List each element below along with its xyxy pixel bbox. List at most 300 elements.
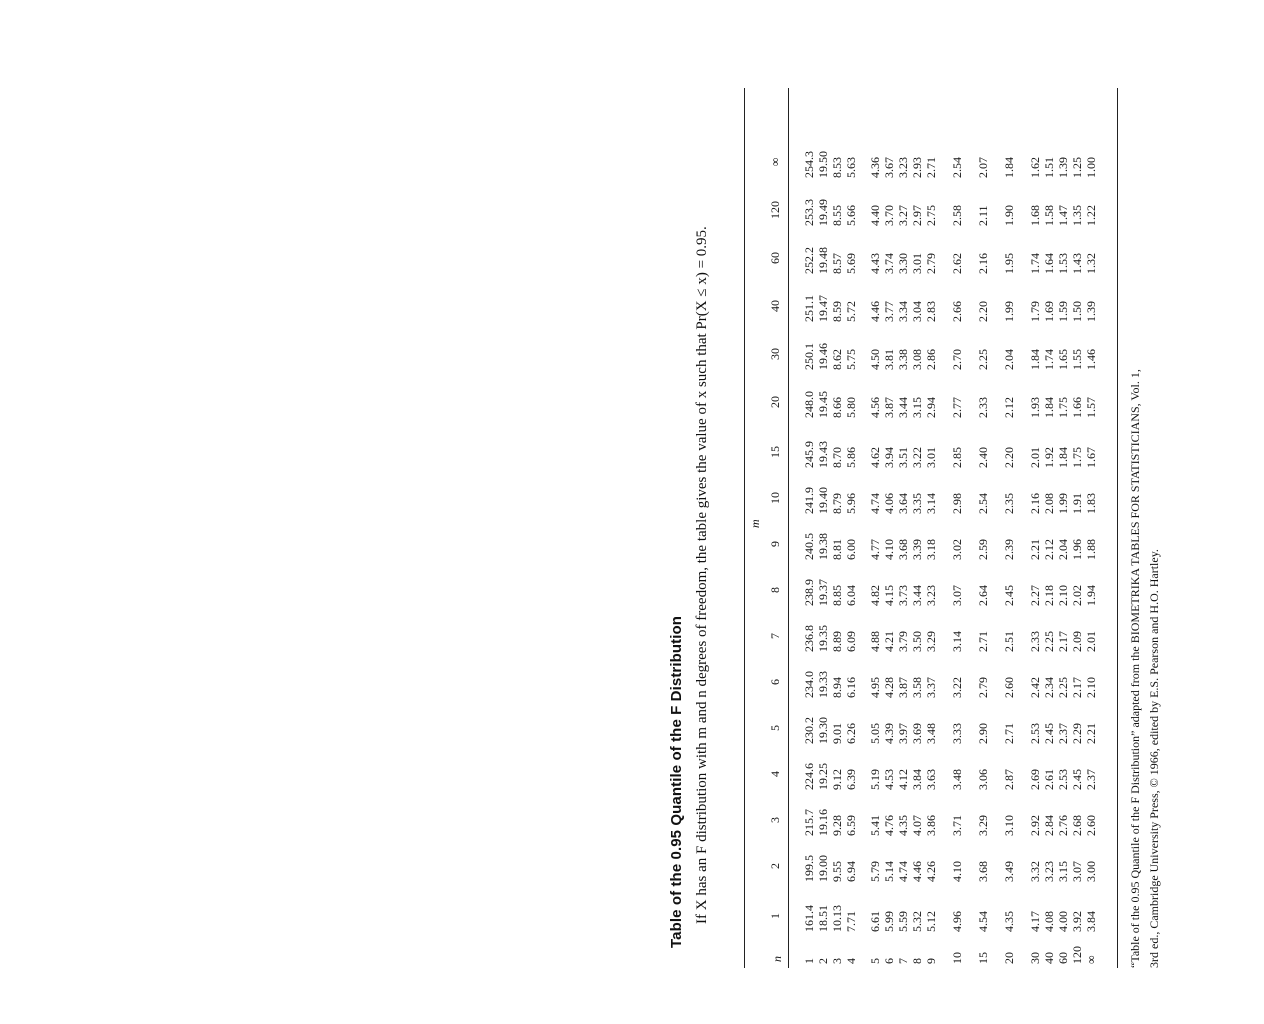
table-cell: 2.01 xyxy=(1084,631,1098,652)
table-cell: 5.79 xyxy=(868,861,882,882)
table-cell: 3.04 xyxy=(910,301,924,322)
table-cell: 3.07 xyxy=(1070,861,1084,882)
table-cell: 2.60 xyxy=(1002,677,1016,698)
table-cell: 2.17 xyxy=(1056,631,1070,652)
table-cell: 1.39 xyxy=(1084,301,1098,322)
table-cell: 3.79 xyxy=(896,631,910,652)
table-cell: 2.59 xyxy=(976,539,990,560)
table-cell: 8.55 xyxy=(830,205,844,226)
column-header-m: 10 xyxy=(768,492,782,504)
table-cell: 1.65 xyxy=(1056,349,1070,370)
row-label-n: 3 xyxy=(830,958,844,964)
table-cell: 4.43 xyxy=(868,253,882,274)
table-cell: 2.25 xyxy=(1042,631,1056,652)
table-cell: 4.28 xyxy=(882,677,896,698)
table-cell: 1.99 xyxy=(1056,493,1070,514)
row-label-n: 30 xyxy=(1028,952,1042,964)
table-cell: 2.97 xyxy=(910,205,924,226)
table-cell: 3.63 xyxy=(924,769,938,790)
table-cell: 4.46 xyxy=(868,301,882,322)
table-cell: 4.35 xyxy=(1002,911,1016,932)
table-cell: 4.15 xyxy=(882,585,896,606)
table-cell: 18.51 xyxy=(816,905,830,932)
table-cell: 2.07 xyxy=(976,157,990,178)
table-cell: 3.33 xyxy=(950,723,964,744)
table-cell: 1.00 xyxy=(1084,157,1098,178)
table-cell: 1.32 xyxy=(1084,253,1098,274)
table-cell: 4.21 xyxy=(882,631,896,652)
table-cell: 2.09 xyxy=(1070,631,1084,652)
table-cell: 1.83 xyxy=(1084,493,1098,514)
table-cell: 2.20 xyxy=(976,301,990,322)
table-cell: 19.50 xyxy=(816,151,830,178)
table-cell: 6.39 xyxy=(844,769,858,790)
table-cell: 2.87 xyxy=(1002,769,1016,790)
column-header-m: 5 xyxy=(768,725,782,731)
table-cell: 4.88 xyxy=(868,631,882,652)
table-cell: 1.50 xyxy=(1070,301,1084,322)
table-cell: 4.12 xyxy=(896,769,910,790)
table-cell: 2.71 xyxy=(924,157,938,178)
table-cell: 2.34 xyxy=(1042,677,1056,698)
table-cell: 3.48 xyxy=(950,769,964,790)
table-cell: 19.16 xyxy=(816,809,830,836)
table-cell: 8.53 xyxy=(830,157,844,178)
table-cell: 1.46 xyxy=(1084,349,1098,370)
rotated-table-page xyxy=(664,48,1264,968)
table-cell: 2.33 xyxy=(1028,631,1042,652)
table-cell: 3.06 xyxy=(976,769,990,790)
row-label-n: 40 xyxy=(1042,952,1056,964)
row-label-n: ∞ xyxy=(1084,955,1098,964)
table-cell: 2.45 xyxy=(1002,585,1016,606)
table-cell: 2.25 xyxy=(1056,677,1070,698)
table-cell: 4.00 xyxy=(1056,911,1070,932)
table-cell: 1.51 xyxy=(1042,157,1056,178)
table-cell: 1.75 xyxy=(1056,397,1070,418)
table-cell: 3.07 xyxy=(950,585,964,606)
table-cell: 3.22 xyxy=(950,677,964,698)
table-cell: 7.71 xyxy=(844,911,858,932)
table-cell: 2.61 xyxy=(1042,769,1056,790)
row-label-n: 5 xyxy=(868,958,882,964)
table-cell: 2.35 xyxy=(1002,493,1016,514)
table-cell: 2.12 xyxy=(1042,539,1056,560)
row-label-n: 10 xyxy=(950,952,964,964)
table-cell: 3.32 xyxy=(1028,861,1042,882)
table-cell: 2.33 xyxy=(976,397,990,418)
table-cell: 5.59 xyxy=(896,911,910,932)
table-cell: 1.94 xyxy=(1084,585,1098,606)
table-cell: 2.53 xyxy=(1028,723,1042,744)
m-axis-label: m xyxy=(748,519,762,528)
table-cell: 8.79 xyxy=(830,493,844,514)
table-cell: 5.19 xyxy=(868,769,882,790)
column-header-m: ∞ xyxy=(768,157,782,167)
table-cell: 9.55 xyxy=(830,861,844,882)
table-cell: 8.89 xyxy=(830,631,844,652)
table-cell: 1.84 xyxy=(1028,349,1042,370)
table-cell: 3.14 xyxy=(950,631,964,652)
table-cell: 19.45 xyxy=(816,391,830,418)
table-cell: 1.55 xyxy=(1070,349,1084,370)
table-cell: 4.10 xyxy=(882,539,896,560)
table-cell: 5.75 xyxy=(844,349,858,370)
table-cell: 4.54 xyxy=(976,911,990,932)
table-cell: 9.12 xyxy=(830,769,844,790)
table-cell: 8.94 xyxy=(830,677,844,698)
table-cell: 1.66 xyxy=(1070,397,1084,418)
table-cell: 6.26 xyxy=(844,723,858,744)
table-cell: 2.71 xyxy=(1002,723,1016,744)
column-header-m: 120 xyxy=(768,201,782,219)
table-cell: 3.70 xyxy=(882,205,896,226)
table-cell: 161.4 xyxy=(802,905,816,932)
table-cell: 2.71 xyxy=(976,631,990,652)
table-cell: 2.79 xyxy=(976,677,990,698)
table-cell: 6.61 xyxy=(868,911,882,932)
table-cell: 1.68 xyxy=(1028,205,1042,226)
table-cell: 19.33 xyxy=(816,671,830,698)
table-cell: 2.08 xyxy=(1042,493,1056,514)
table-cell: 2.51 xyxy=(1002,631,1016,652)
table-cell: 3.67 xyxy=(882,157,896,178)
table-cell: 224.6 xyxy=(802,763,816,790)
table-cell: 5.41 xyxy=(868,815,882,836)
column-header-m: 1 xyxy=(768,913,782,919)
table-cell: 3.50 xyxy=(910,631,924,652)
table-cell: 8.57 xyxy=(830,253,844,274)
table-cell: 5.72 xyxy=(844,301,858,322)
table-cell: 2.69 xyxy=(1028,769,1042,790)
table-cell: 4.77 xyxy=(868,539,882,560)
column-header-m: 15 xyxy=(768,446,782,458)
column-header-m: 6 xyxy=(768,679,782,685)
table-cell: 8.85 xyxy=(830,585,844,606)
table-cell: 19.25 xyxy=(816,763,830,790)
table-cell: 6.00 xyxy=(844,539,858,560)
table-footnote: “Table of the 0.95 Quantile of the F Distribution” adapted from the BIOMETRIKA TABLES FOR STATISTICIANS, Vol. 1, 3rd ed., Cambridge University Press, © 1966, edited by E.S. Pearson and H.O. Hartley. xyxy=(1128,369,1161,968)
column-header-m: 60 xyxy=(768,252,782,264)
table-cell: 2.04 xyxy=(1056,539,1070,560)
table-cell: 3.94 xyxy=(882,447,896,468)
table-cell: 8.62 xyxy=(830,349,844,370)
table-cell: 3.02 xyxy=(950,539,964,560)
table-cell: 1.88 xyxy=(1084,539,1098,560)
table-cell: 2.16 xyxy=(976,253,990,274)
table-cell: 3.84 xyxy=(910,769,924,790)
bottom-rule xyxy=(1117,88,1118,968)
table-cell: 1.84 xyxy=(1002,157,1016,178)
table-cell: 5.14 xyxy=(882,861,896,882)
table-cell: 2.11 xyxy=(976,205,990,226)
row-label-n: 9 xyxy=(924,958,938,964)
table-cell: 2.12 xyxy=(1002,397,1016,418)
table-cell: 4.39 xyxy=(882,723,896,744)
table-cell: 1.74 xyxy=(1028,253,1042,274)
table-cell: 2.93 xyxy=(910,157,924,178)
table-cell: 2.42 xyxy=(1028,677,1042,698)
table-cell: 3.74 xyxy=(882,253,896,274)
table-cell: 238.9 xyxy=(802,579,816,606)
table-cell: 2.39 xyxy=(1002,539,1016,560)
table-cell: 1.75 xyxy=(1070,447,1084,468)
table-cell: 5.63 xyxy=(844,157,858,178)
table-cell: 2.29 xyxy=(1070,723,1084,744)
table-cell: 5.69 xyxy=(844,253,858,274)
table-cell: 2.83 xyxy=(924,301,938,322)
table-cell: 1.35 xyxy=(1070,205,1084,226)
table-cell: 4.46 xyxy=(910,861,924,882)
table-cell: 5.05 xyxy=(868,723,882,744)
table-cell: 19.30 xyxy=(816,717,830,744)
table-cell: 19.37 xyxy=(816,579,830,606)
table-cell: 2.45 xyxy=(1042,723,1056,744)
table-cell: 19.49 xyxy=(816,199,830,226)
table-cell: 2.77 xyxy=(950,397,964,418)
table-cell: 5.32 xyxy=(910,911,924,932)
table-cell: 2.37 xyxy=(1084,769,1098,790)
column-header-m: 9 xyxy=(768,541,782,547)
table-cell: 2.92 xyxy=(1028,815,1042,836)
column-header-m: 7 xyxy=(768,633,782,639)
table-cell: 2.84 xyxy=(1042,815,1056,836)
table-cell: 1.58 xyxy=(1042,205,1056,226)
table-cell: 5.99 xyxy=(882,911,896,932)
table-title: Table of the 0.95 Quantile of the F Distribution xyxy=(668,615,685,948)
table-cell: 3.69 xyxy=(910,723,924,744)
table-cell: 3.87 xyxy=(882,397,896,418)
table-cell: 2.02 xyxy=(1070,585,1084,606)
table-cell: 3.73 xyxy=(896,585,910,606)
table-cell: 3.38 xyxy=(896,349,910,370)
table-cell: 3.44 xyxy=(896,397,910,418)
table-cell: 3.35 xyxy=(910,493,924,514)
table-cell: 8.81 xyxy=(830,539,844,560)
table-cell: 1.91 xyxy=(1070,493,1084,514)
table-cell: 8.70 xyxy=(830,447,844,468)
table-cell: 10.13 xyxy=(830,905,844,932)
table-cell: 1.74 xyxy=(1042,349,1056,370)
table-cell: 252.2 xyxy=(802,247,816,274)
table-cell: 5.80 xyxy=(844,397,858,418)
table-cell: 19.46 xyxy=(816,343,830,370)
table-cell: 4.82 xyxy=(868,585,882,606)
table-cell: 1.67 xyxy=(1084,447,1098,468)
row-label-n: 2 xyxy=(816,958,830,964)
table-cell: 4.07 xyxy=(910,815,924,836)
table-cell: 245.9 xyxy=(802,441,816,468)
table-cell: 3.39 xyxy=(910,539,924,560)
table-cell: 19.00 xyxy=(816,855,830,882)
table-cell: 4.95 xyxy=(868,677,882,698)
table-cell: 2.90 xyxy=(976,723,990,744)
table-cell: 1.59 xyxy=(1056,301,1070,322)
row-label-n: 1 xyxy=(802,958,816,964)
table-cell: 1.84 xyxy=(1042,397,1056,418)
table-cell: 4.36 xyxy=(868,157,882,178)
column-header-m: 30 xyxy=(768,348,782,360)
table-cell: 3.68 xyxy=(976,861,990,882)
table-cell: 234.0 xyxy=(802,671,816,698)
table-cell: 4.96 xyxy=(950,911,964,932)
column-header-m: 2 xyxy=(768,863,782,869)
table-cell: 3.27 xyxy=(896,205,910,226)
table-cell: 1.90 xyxy=(1002,205,1016,226)
table-cell: 2.45 xyxy=(1070,769,1084,790)
table-cell: 3.01 xyxy=(910,253,924,274)
table-cell: 3.58 xyxy=(910,677,924,698)
table-cell: 2.54 xyxy=(976,493,990,514)
table-subtitle: If X has an F distribution with m and n degrees of freedom, the table gives the value of x such that Pr(X ≤ x) = 0.95. xyxy=(694,226,710,924)
table-cell: 9.28 xyxy=(830,815,844,836)
table-cell: 3.92 xyxy=(1070,911,1084,932)
table-cell: 1.39 xyxy=(1056,157,1070,178)
table-cell: 4.53 xyxy=(882,769,896,790)
table-cell: 1.47 xyxy=(1056,205,1070,226)
table-cell: 3.81 xyxy=(882,349,896,370)
table-cell: 19.38 xyxy=(816,533,830,560)
table-cell: 19.47 xyxy=(816,295,830,322)
table-cell: 253.3 xyxy=(802,199,816,226)
table-cell: 240.5 xyxy=(802,533,816,560)
table-cell: 3.15 xyxy=(910,397,924,418)
table-cell: 199.5 xyxy=(802,855,816,882)
table-cell: 2.18 xyxy=(1042,585,1056,606)
table-cell: 1.79 xyxy=(1028,301,1042,322)
table-cell: 4.40 xyxy=(868,205,882,226)
table-cell: 19.43 xyxy=(816,441,830,468)
row-label-n: 120 xyxy=(1070,946,1084,964)
table-cell: 1.95 xyxy=(1002,253,1016,274)
table-cell: 2.21 xyxy=(1028,539,1042,560)
table-cell: 2.75 xyxy=(924,205,938,226)
table-cell: 3.64 xyxy=(896,493,910,514)
table-cell: 5.66 xyxy=(844,205,858,226)
table-cell: 8.59 xyxy=(830,301,844,322)
table-cell: 4.08 xyxy=(1042,911,1056,932)
table-cell: 3.08 xyxy=(910,349,924,370)
table-cell: 2.54 xyxy=(950,157,964,178)
n-axis-label: n xyxy=(770,956,784,962)
table-cell: 19.35 xyxy=(816,625,830,652)
table-cell: 4.26 xyxy=(924,861,938,882)
table-cell: 3.49 xyxy=(1002,861,1016,882)
table-cell: 4.62 xyxy=(868,447,882,468)
table-cell: 4.17 xyxy=(1028,911,1042,932)
table-cell: 2.98 xyxy=(950,493,964,514)
table-cell: 8.66 xyxy=(830,397,844,418)
table-cell: 5.12 xyxy=(924,911,938,932)
table-cell: 3.44 xyxy=(910,585,924,606)
table-cell: 3.34 xyxy=(896,301,910,322)
table-cell: 3.10 xyxy=(1002,815,1016,836)
table-cell: 6.16 xyxy=(844,677,858,698)
column-header-m: 40 xyxy=(768,300,782,312)
table-cell: 3.01 xyxy=(924,447,938,468)
table-cell: 3.30 xyxy=(896,253,910,274)
table-cell: 2.37 xyxy=(1056,723,1070,744)
table-cell: 2.79 xyxy=(924,253,938,274)
table-cell: 2.40 xyxy=(976,447,990,468)
table-cell: 4.76 xyxy=(882,815,896,836)
table-cell: 1.99 xyxy=(1002,301,1016,322)
table-cell: 6.09 xyxy=(844,631,858,652)
table-cell: 6.04 xyxy=(844,585,858,606)
table-cell: 3.29 xyxy=(924,631,938,652)
table-cell: 1.84 xyxy=(1056,447,1070,468)
table-cell: 1.53 xyxy=(1056,253,1070,274)
table-cell: 3.84 xyxy=(1084,911,1098,932)
table-cell: 1.57 xyxy=(1084,397,1098,418)
table-cell: 4.74 xyxy=(896,861,910,882)
table-cell: 3.22 xyxy=(910,447,924,468)
table-cell: 2.01 xyxy=(1028,447,1042,468)
table-cell: 3.15 xyxy=(1056,861,1070,882)
table-cell: 3.48 xyxy=(924,723,938,744)
table-cell: 2.53 xyxy=(1056,769,1070,790)
table-cell: 2.58 xyxy=(950,205,964,226)
row-label-n: 60 xyxy=(1056,952,1070,964)
table-cell: 2.17 xyxy=(1070,677,1084,698)
table-cell: 3.29 xyxy=(976,815,990,836)
column-header-m: 20 xyxy=(768,396,782,408)
table-cell: 251.1 xyxy=(802,295,816,322)
row-label-n: 7 xyxy=(896,958,910,964)
table-cell: 241.9 xyxy=(802,487,816,514)
table-cell: 1.62 xyxy=(1028,157,1042,178)
column-header-m: 4 xyxy=(768,771,782,777)
table-cell: 4.74 xyxy=(868,493,882,514)
table-cell: 2.68 xyxy=(1070,815,1084,836)
table-cell: 2.60 xyxy=(1084,815,1098,836)
table-cell: 4.50 xyxy=(868,349,882,370)
table-cell: 236.8 xyxy=(802,625,816,652)
table-cell: 3.18 xyxy=(924,539,938,560)
header-rule xyxy=(788,88,789,968)
table-cell: 2.76 xyxy=(1056,815,1070,836)
table-cell: 1.64 xyxy=(1042,253,1056,274)
row-label-n: 20 xyxy=(1002,952,1016,964)
table-cell: 2.10 xyxy=(1056,585,1070,606)
table-cell: 3.71 xyxy=(950,815,964,836)
table-cell: 1.92 xyxy=(1042,447,1056,468)
table-cell: 2.64 xyxy=(976,585,990,606)
table-cell: 6.59 xyxy=(844,815,858,836)
table-cell: 4.10 xyxy=(950,861,964,882)
table-cell: 19.48 xyxy=(816,247,830,274)
table-cell: 2.25 xyxy=(976,349,990,370)
table-cell: 254.3 xyxy=(802,151,816,178)
table-cell: 2.21 xyxy=(1084,723,1098,744)
table-cell: 6.94 xyxy=(844,861,858,882)
table-cell: 1.93 xyxy=(1028,397,1042,418)
row-label-n: 8 xyxy=(910,958,924,964)
column-header-m: 8 xyxy=(768,587,782,593)
table-cell: 2.62 xyxy=(950,253,964,274)
table-cell: 5.86 xyxy=(844,447,858,468)
table-cell: 2.10 xyxy=(1084,677,1098,698)
row-label-n: 15 xyxy=(976,952,990,964)
table-cell: 2.66 xyxy=(950,301,964,322)
table-cell: 2.94 xyxy=(924,397,938,418)
table-cell: 1.22 xyxy=(1084,205,1098,226)
table-cell: 4.56 xyxy=(868,397,882,418)
table-cell: 3.86 xyxy=(924,815,938,836)
table-cell: 2.70 xyxy=(950,349,964,370)
table-cell: 3.51 xyxy=(896,447,910,468)
table-cell: 3.23 xyxy=(1042,861,1056,882)
